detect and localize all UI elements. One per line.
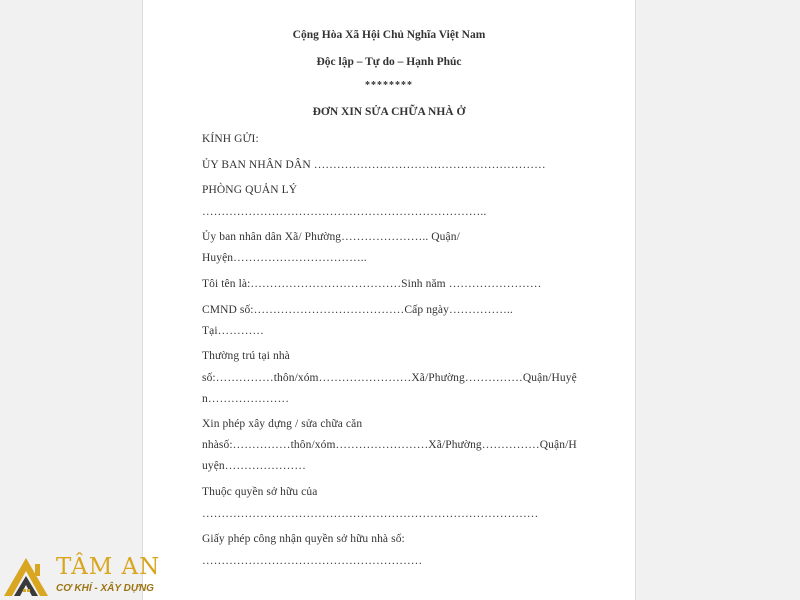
line-kinh-gui: KÍNH GỬI: bbox=[202, 133, 259, 145]
line-xin-phep-huyen: uyện………………… bbox=[202, 460, 306, 472]
line-so-huu-dots: …………………………………………………………………………… bbox=[202, 508, 539, 520]
line-cmnd: CMND số:…………………………………Cấp ngày…………….. bbox=[202, 304, 513, 316]
line-thuong-tru: Thường trú tại nhà bbox=[202, 350, 290, 362]
line-giay-phep: Giấy phép công nhận quyền sở hữu nhà số: bbox=[202, 533, 405, 545]
logo-brand: TÂM AN bbox=[56, 554, 161, 580]
line-giay-phep-dots: ………………………………………………… bbox=[202, 555, 423, 567]
line-xin-phep: Xin phép xây dựng / sửa chữa căn bbox=[202, 418, 363, 430]
line-thuong-tru-so: số:……………thôn/xóm……………………Xã/Phường……………Quận/Huyệ bbox=[202, 372, 577, 384]
house-roof-icon bbox=[2, 552, 54, 598]
line-thuong-tru-huyen: n………………… bbox=[202, 393, 290, 405]
line-ubnd-xa: Ủy ban nhân dân Xã/ Phường………………….. Quận/ bbox=[202, 231, 460, 243]
header-nation: Cộng Hòa Xã Hội Chủ Nghĩa Việt Nam bbox=[292, 29, 486, 41]
line-tai: Tại………… bbox=[202, 325, 265, 337]
header-motto: Độc lập – Tự do – Hạnh Phúc bbox=[316, 56, 462, 68]
line-xin-phep-so: nhàsố:……………thôn/xóm……………………Xã/Phường……………Quận/H bbox=[202, 439, 577, 451]
line-ten: Tôi tên là:…………………………………Sinh năm …………………… bbox=[202, 278, 542, 290]
line-phong-dots: ……………………………………………………………….. bbox=[202, 206, 487, 218]
document-page bbox=[142, 0, 636, 600]
line-uy-ban: ỦY BAN NHÂN DÂN …………………………………………………… bbox=[202, 159, 546, 171]
line-huyen: Huyện…………………………….. bbox=[202, 252, 367, 264]
line-so-huu: Thuộc quyền sở hữu của bbox=[202, 486, 318, 498]
document-title: ĐƠN XIN SỬA CHỮA NHÀ Ở bbox=[312, 106, 466, 118]
logo-tagline: CƠ KHÍ - XÂY DỰNG bbox=[56, 583, 154, 594]
header-separator: ******** bbox=[365, 80, 413, 91]
line-phong-quan-ly: PHÒNG QUẢN LÝ bbox=[202, 184, 298, 196]
tam-an-logo bbox=[0, 548, 170, 600]
